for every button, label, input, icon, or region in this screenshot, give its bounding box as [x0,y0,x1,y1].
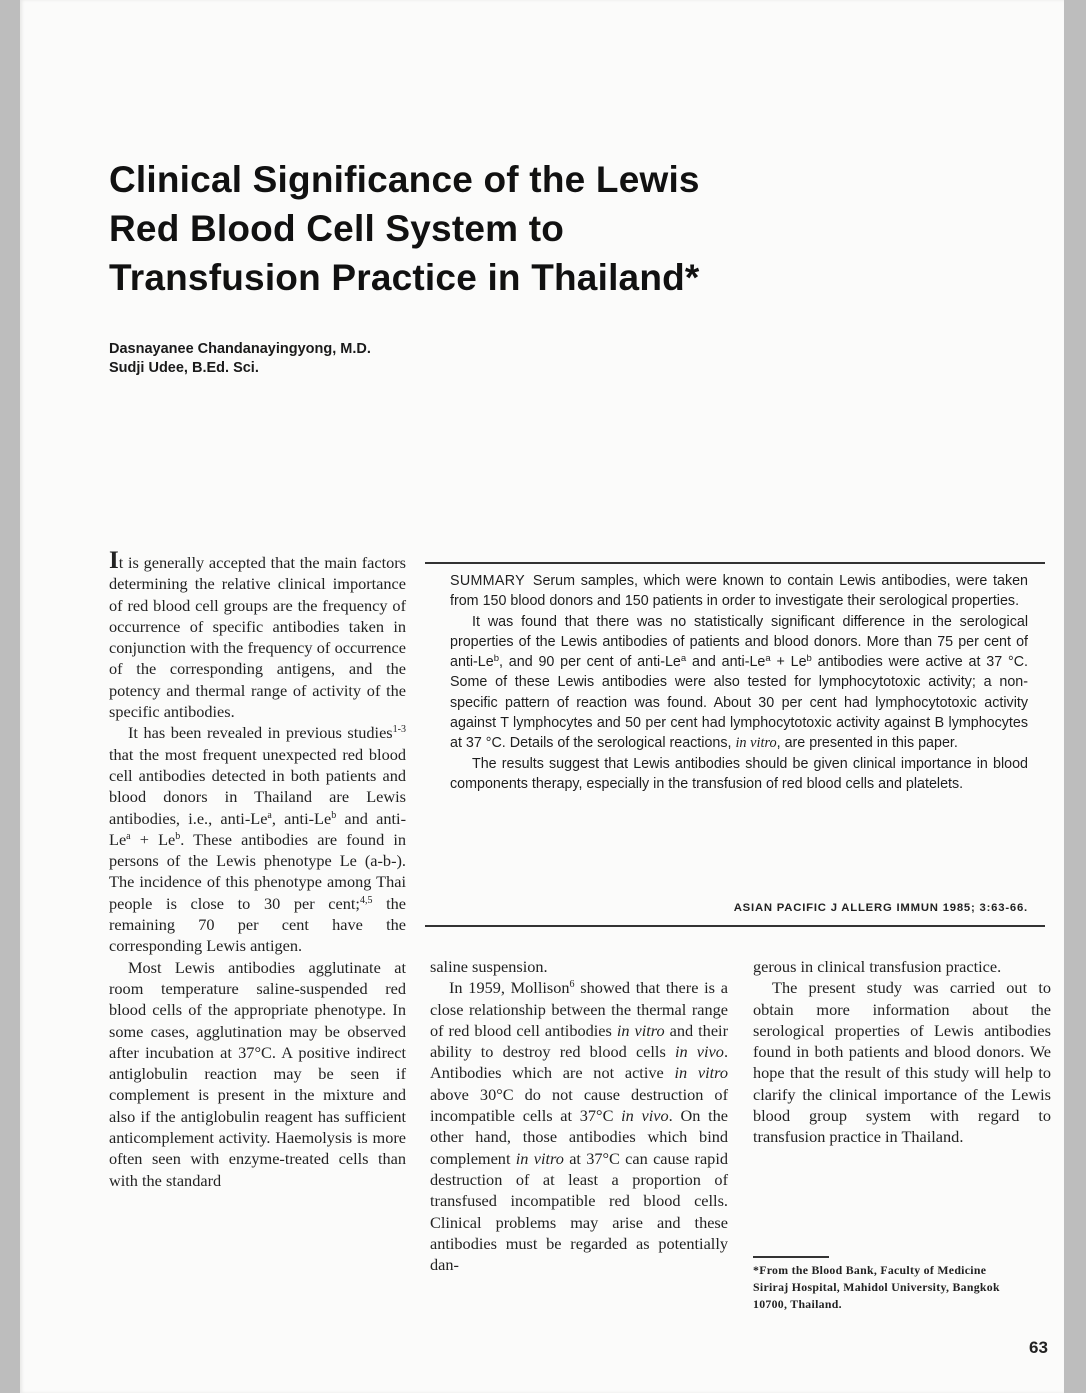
body-paragraph: It has been revealed in previous studies$^{1-3}$ that the most frequent unexpected red blood cell antibodies detected in both patients and blood donors in Thailand are Lewis antibodies, i.e., anti-Le$^a$, anti-Le$^b$ and anti-$Le^a + Le^b$. These antibodies are found in persons of the Lewis phenotype Le (a-b-). The incidence of this phenotype among Thai people is close to 30 per cent;$^{4,5}$ the remaining 70 per cent have the corresponding Lewis antigen. [109,723,406,956]
reference-marker: 1-3 [392,724,406,736]
author-list [109,340,371,378]
summary-bottom-rule [425,925,1045,927]
summary-label: SUMMARY [450,573,525,589]
body-paragraph: The present study was carried out to obtain more information about the serological properties of Lewis antibodies found in both patients and blood donors. We hope that the result of this study will help to clarify the clinical importance of the Lewis blood group system with regard to transfusion practice in Thailand. [753,978,1051,1147]
body-paragraph: In 1959, Mollison$^6$ showed that there is a close relationship between the thermal range of red blood cell antibodies in vitro and their ability to destroy red blood cells in vivo. Antibodies which are not active in vitro above 30°C do not cause destruction of incompatible cells at 37°C in vivo. On the other hand, those antibodies which bind complement in vitro at 37°C can cause rapid destruction of at least a proportion of transfused incompatible red blood cells. Clinical problems may arise and these antibodies must be regarded as potentially dan- [430,978,729,1275]
body-column-3 [753,956,1051,1148]
author: Sudji Udee, B.Ed. Sci. [109,360,259,376]
summary-paragraph: It was found that there was no statistically significant difference in the serological properties of the Lewis antibodies of patients and blood donors. More than 75 per cent of anti-Le$^b$, and 90 per cent of anti-Le$^a$ and anti-$Le^a + Le^b$ antibodies were active at 37 °C. Some of these Lewis antibodies were also tested for lymphocytotoxic activity; a non-specific pattern of reaction was found. About 30 per cent had lymphocytotoxic activity against T lymphocytes and 50 per cent had lymphocytotoxic activity against B lymphocytes at 37 °C. Details of the serological reactions, in vitro, are presented in this paper. [450,613,1028,752]
drop-cap: I [109,547,119,574]
affiliation-footnote: *From the Blood Bank, Faculty of Medicine Siriraj Hospital, Mahidol University, Bangkok 10700, Thailand. [753,1263,1000,1311]
body-paragraph: It is generally accepted that the main factors determining the relative clinical importance of red blood cell groups are the frequency of occurrence of specific antibodies taken in conjunction with the frequency of occurrence of the corresponding antigens, and the potency and thermal range of activity of the specific antibodies. [109,547,406,722]
article-title [109,155,829,302]
body-column-1 [109,547,406,1191]
journal-citation: ASIAN PACIFIC J ALLERG IMMUN 1985; 3:63-66. [733,902,1028,914]
summary-paragraph: SUMMARY Serum samples, which were known to contain Lewis antibodies, were taken from 150 blood donors and 150 patients in order to investigate their serological properties. [450,573,1028,610]
footnote-rule [753,1256,829,1258]
title-line: Transfusion Practice in Thailand* [109,257,700,298]
summary-paragraph: The results suggest that Lewis antibodies should be given clinical importance in blood components therapy, especially in the transfusion of red blood cells and platelets. [450,755,1028,792]
reference-marker: 6 [569,979,575,991]
body-paragraph: saline suspension. [430,957,548,976]
summary-top-rule [425,562,1045,564]
summary-abstract [450,571,1028,794]
title-line: Clinical Significance of the Lewis [109,159,700,200]
body-paragraph: gerous in clinical transfusion practice. [753,957,1002,976]
reference-marker: 4,5 [359,894,373,906]
title-line: Red Blood Cell System to [109,208,565,249]
body-column-2 [430,956,728,1275]
author: Dasnayanee Chandanayingyong, M.D. [109,341,371,357]
body-paragraph: Most Lewis antibodies agglutinate at room temperature saline-suspended red blood cells of the appropriate phenotype. In some cases, agglutination may be observed after incubation at 37°C. A positive indirect antiglobulin reaction may be seen if complement is present in the mixture and also if the antiglobulin reagent has sufficient anticomplement activity. Haemolysis is more often seen with enzyme-treated cells than with the standard [109,957,406,1190]
journal-page [20,0,1064,1393]
page-number: 63 [1029,1338,1048,1357]
